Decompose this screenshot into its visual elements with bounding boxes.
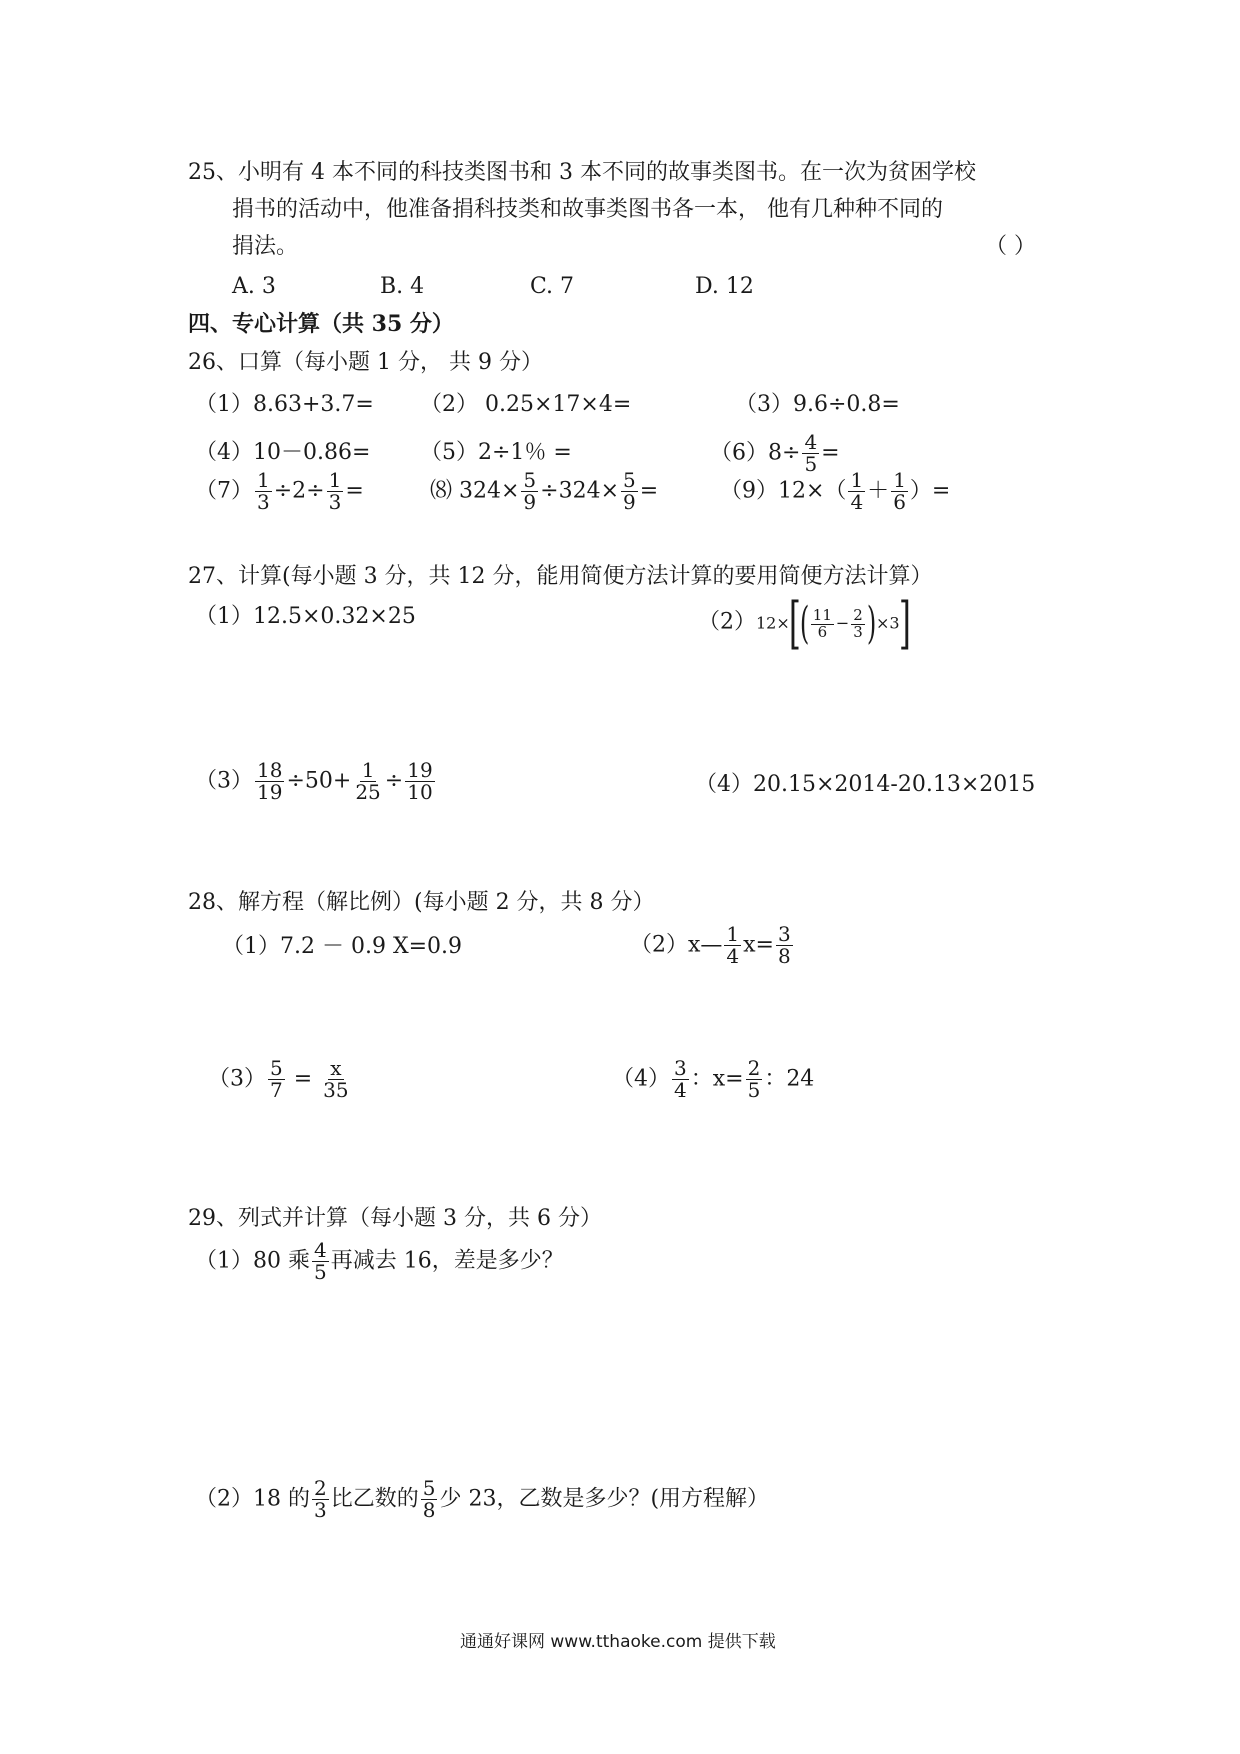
q28-item-2: （2）x— $\frac{1}{4}$ x= $\frac{3}{8}$ bbox=[630, 922, 791, 968]
left-paren: ( bbox=[799, 598, 809, 649]
q27-item-4: （4）20.15×2014-20.13×2015 bbox=[695, 772, 1036, 797]
q28-title: 28、解方程（解比例）(每小题 2 分，共 8 分） bbox=[188, 890, 655, 915]
fraction: $\frac{5}{8}$ bbox=[422, 1476, 436, 1522]
q29-title: 29、列式并计算（每小题 3 分，共 6 分） bbox=[188, 1206, 602, 1231]
fraction: $\frac{1}{25}$ bbox=[355, 758, 381, 804]
q26-item-1: （1）8.63+3.7= bbox=[195, 392, 374, 417]
q25-line2: 捐书的活动中，他准备捐科技类和故事类图书各一本， 他有几种种不同的 bbox=[232, 197, 943, 222]
fraction: $\frac{3}{8}$ bbox=[777, 922, 791, 968]
section-heading: 四、专心计算（共 35 分） bbox=[188, 311, 454, 337]
fraction: $\frac{5}{7}$ bbox=[270, 1056, 283, 1102]
q27-item-1: （1）12.5×0.32×25 bbox=[195, 604, 416, 629]
q27-item-2: （2）12×[( $\frac{11}{6}$ − $\frac{2}{3}$ )×3] bbox=[698, 591, 911, 656]
q28-item-4: （4） $\frac{3}{4}$ ：x= $\frac{2}{5}$ ：24 bbox=[612, 1056, 815, 1102]
fraction: $\frac{11}{6}$ bbox=[812, 605, 832, 641]
fraction: $\frac{4}{5}$ bbox=[314, 1238, 327, 1284]
fraction: $\frac{1}{6}$ bbox=[893, 468, 906, 514]
q26-item-6: （6）8÷ $\frac{4}{5}$ = bbox=[710, 430, 840, 476]
fraction: $\frac{19}{10}$ bbox=[407, 758, 433, 804]
q28-item-3: （3） $\frac{5}{7}$ = $\frac{x}{35}$ bbox=[208, 1056, 349, 1102]
q25-option-b: B. 4 bbox=[380, 274, 425, 299]
q26-title: 26、口算（每小题 1 分， 共 9 分） bbox=[188, 350, 543, 375]
right-bracket: ] bbox=[898, 591, 911, 656]
fraction: $\frac{1}{3}$ bbox=[257, 468, 270, 514]
q26-item-7: （7） $\frac{1}{3}$ ÷2÷ $\frac{1}{3}$ = bbox=[195, 468, 364, 514]
left-bracket: [ bbox=[788, 591, 801, 656]
q25-line1: 25、小明有 4 本不同的科技类图书和 3 本不同的故事类图书。在一次为贫困学校 bbox=[188, 160, 976, 185]
q29-item-2: （2）18 的 $\frac{2}{3}$ 比乙数的 $\frac{5}{8}$ 少 23，乙数是多少？(用方程解） bbox=[195, 1476, 770, 1522]
q25-option-a: A. 3 bbox=[232, 274, 276, 299]
q26-item-3: （3）9.6÷0.8= bbox=[735, 392, 900, 417]
fraction: $\frac{4}{5}$ bbox=[804, 430, 818, 476]
fraction: $\frac{5}{9}$ bbox=[523, 468, 537, 514]
fraction: $\frac{1}{4}$ bbox=[850, 468, 864, 514]
page-footer: 通通好课网 www.tthaoke.com 提供下载 bbox=[460, 1632, 776, 1652]
q26-item-9: （9）12×（ $\frac{1}{4}$ ＋ $\frac{1}{6}$ ）= bbox=[720, 468, 951, 514]
fraction: $\frac{2}{3}$ bbox=[314, 1476, 327, 1522]
q26-item-4: （4）10－0.86= bbox=[195, 440, 371, 465]
q27-title: 27、计算(每小题 3 分，共 12 分，能用简便方法计算的要用简便方法计算） bbox=[188, 564, 933, 589]
q25-option-d: D. 12 bbox=[695, 274, 754, 299]
fraction: $\frac{1}{4}$ bbox=[726, 922, 740, 968]
fraction: $\frac{1}{3}$ bbox=[328, 468, 342, 514]
q26-item-5: （5）2÷1％ = bbox=[420, 440, 572, 465]
q25-option-c: C. 7 bbox=[530, 274, 575, 299]
q27-item-3: （3） $\frac{18}{19}$ ÷50+ $\frac{1}{25}$ ÷ $\frac{19}{10}$ bbox=[195, 758, 433, 804]
q25-answer-parens: （ ） bbox=[985, 234, 1036, 259]
fraction: $\frac{2}{3}$ bbox=[853, 605, 863, 641]
q25-line3: 捐法。 bbox=[232, 234, 299, 259]
right-paren: ) bbox=[866, 598, 877, 649]
q26-item-2: （2） 0.25×17×4= bbox=[420, 392, 632, 417]
fraction: $\frac{18}{19}$ bbox=[257, 758, 283, 804]
fraction: $\frac{3}{4}$ bbox=[674, 1056, 687, 1102]
fraction: $\frac{x}{35}$ bbox=[323, 1056, 349, 1102]
q29-item-1: （1）80 乘 $\frac{4}{5}$ 再减去 16，差是多少？ bbox=[195, 1238, 564, 1284]
fraction: $\frac{2}{5}$ bbox=[747, 1056, 761, 1102]
q28-item-1: （1）7.2 － 0.9 X=0.9 bbox=[222, 934, 463, 959]
q26-item-8: ⑻ 324× $\frac{5}{9}$ ÷324× $\frac{5}{9}$ = bbox=[430, 468, 659, 514]
fraction: $\frac{5}{9}$ bbox=[623, 468, 636, 514]
